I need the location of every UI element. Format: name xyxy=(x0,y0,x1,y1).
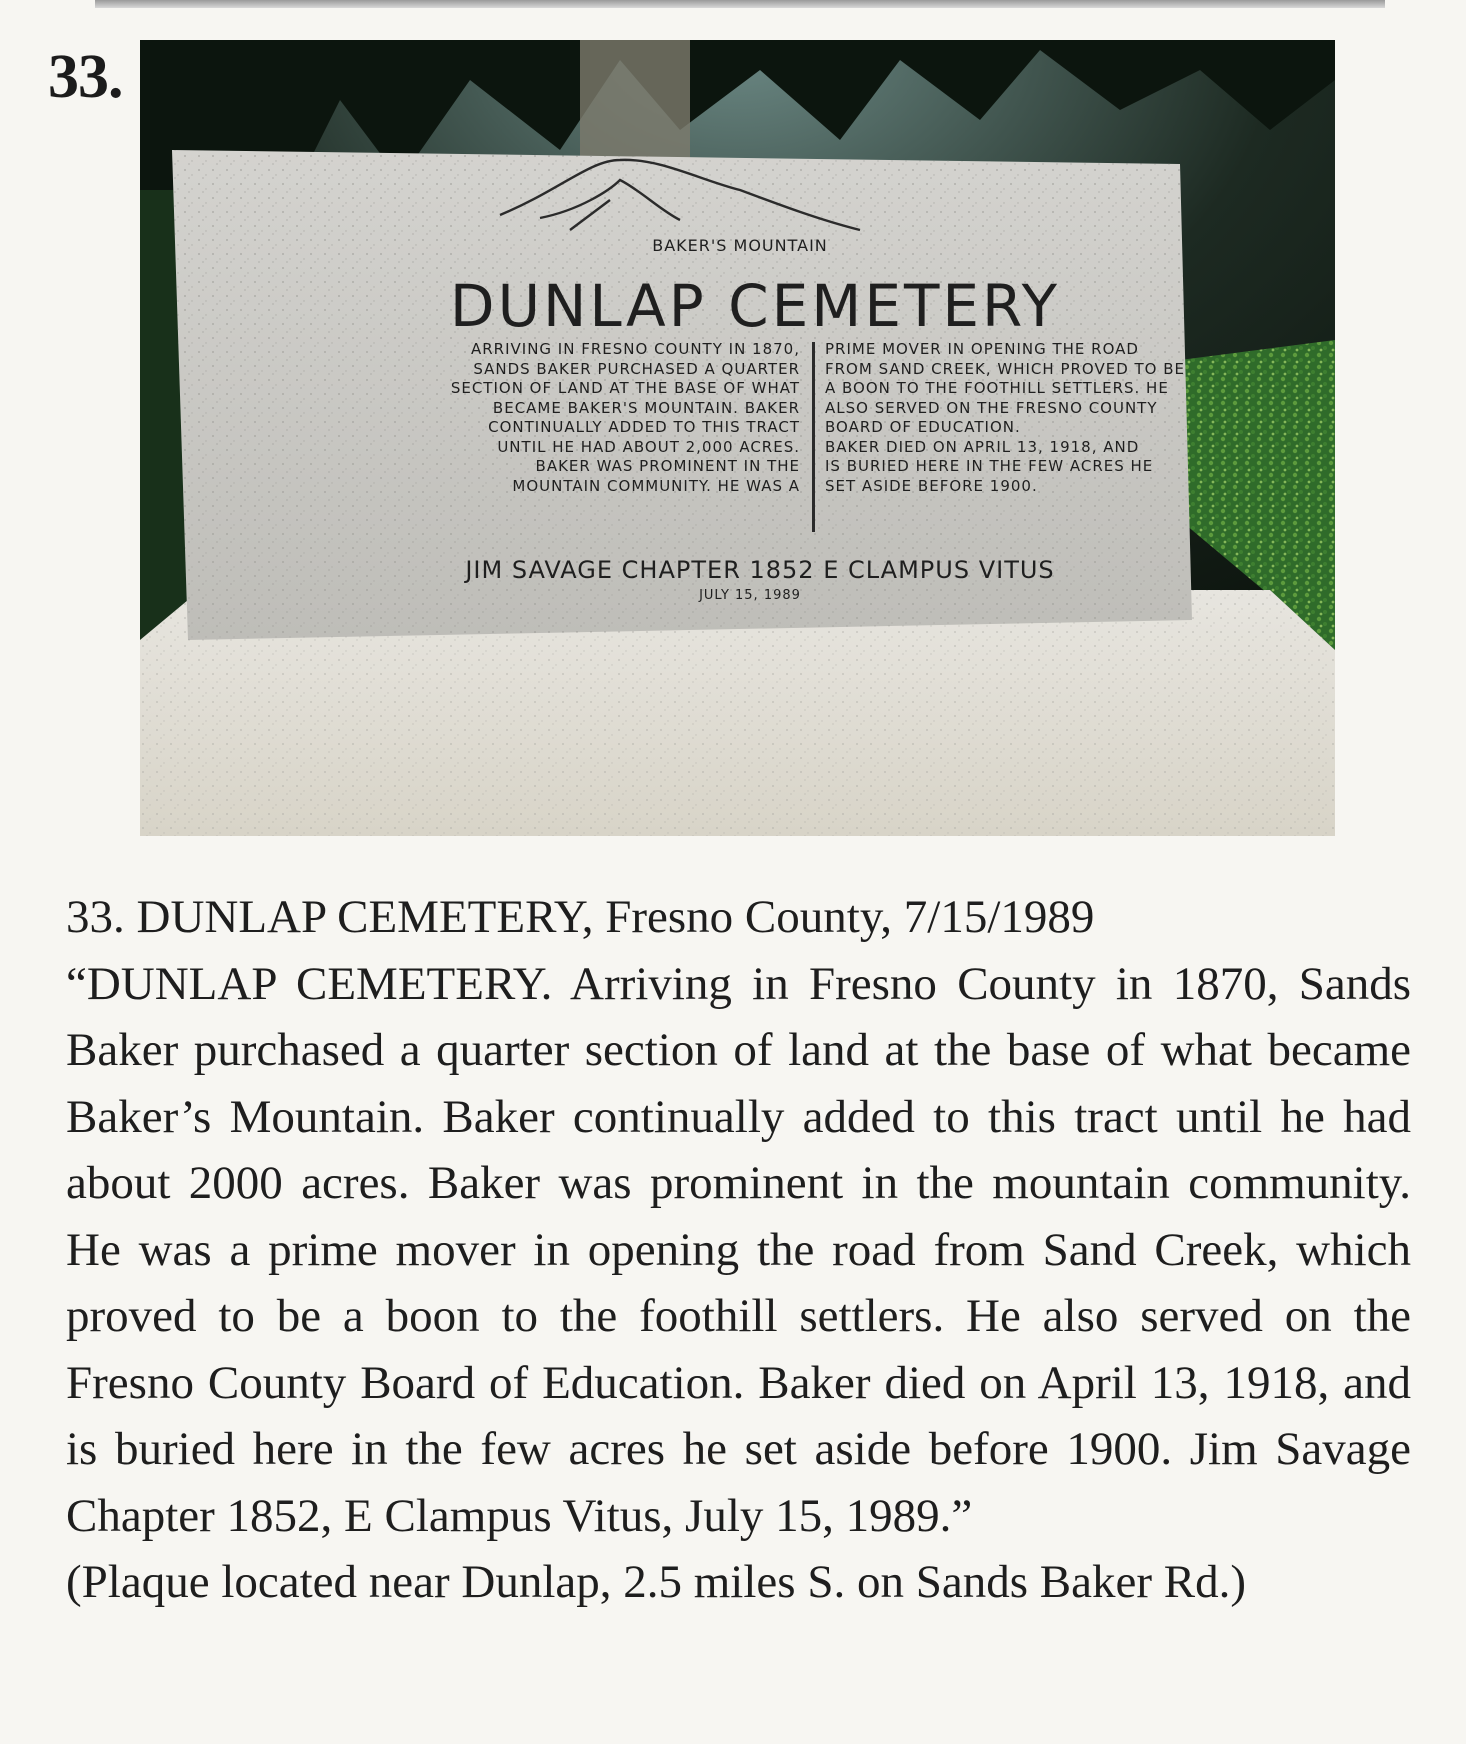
plaque-inscription xyxy=(140,40,1335,836)
caption xyxy=(66,884,1411,1616)
plaque-line: FROM SAND CREEK, WHICH PROVED TO BE xyxy=(825,359,1186,378)
plaque-logo-label: BAKER'S MOUNTAIN xyxy=(652,236,828,255)
plaque-line: ALSO SERVED ON THE FRESNO COUNTY xyxy=(825,398,1158,417)
plaque-line: MOUNTAIN COMMUNITY. HE WAS A xyxy=(512,476,800,495)
plaque-line: PRIME MOVER IN OPENING THE ROAD xyxy=(825,340,1139,358)
plaque-left-column xyxy=(210,340,800,496)
plaque-footer: JIM SAVAGE CHAPTER 1852 E CLAMPUS VITUS xyxy=(465,556,1055,584)
plaque-line: SECTION OF LAND AT THE BASE OF WHAT xyxy=(450,379,800,397)
plaque-title: DUNLAP CEMETERY xyxy=(449,272,1061,340)
plaque-line: IS BURIED HERE IN THE FEW ACRES HE xyxy=(825,457,1154,475)
caption-heading: 33. DUNLAP CEMETERY, Fresno County, 7/15/1989 xyxy=(66,891,1095,943)
plaque-column-divider xyxy=(812,342,815,532)
plaque-line: ARRIVING IN FRESNO COUNTY IN 1870, xyxy=(470,340,800,358)
plaque-line: A BOON TO THE FOOTHILL SETTLERS. HE xyxy=(825,379,1169,397)
plaque-line: BOARD OF EDUCATION. xyxy=(825,418,1021,436)
caption-location: (Plaque located near Dunlap, 2.5 miles S. on Sands Baker Rd.) xyxy=(66,1556,1246,1608)
plaque-right-column xyxy=(825,340,1295,496)
plaque-line: SET ASIDE BEFORE 1900. xyxy=(825,476,1038,495)
plaque-line: BECAME BAKER'S MOUNTAIN. BAKER xyxy=(492,398,800,417)
plaque-line: CONTINUALLY ADDED TO THIS TRACT xyxy=(488,418,800,436)
entry-number: 33. xyxy=(48,43,123,111)
plaque-line: SANDS BAKER PURCHASED A QUARTER xyxy=(473,359,800,378)
top-rule xyxy=(95,0,1385,8)
plaque-line: UNTIL HE HAD ABOUT 2,000 ACRES. xyxy=(497,437,800,456)
caption-body: “DUNLAP CEMETERY. Arriving in Fresno County in 1870, Sands Baker purchased a quarter section of land at the base of what became Baker’s Mountain. Baker continually added to this tract until he had about 2000 acres. Baker was prominent in the mountain community. He was a prime mover in opening the road from Sand Creek, which proved to be a boon to the foothill settlers. He also served on the Fresno County Board of Education. Baker died on April 13, 1918, and is buried here in the few acres he set aside before 1900. Jim Savage Chapter 1852, E Clampus Vitus, July 15, 1989.” xyxy=(66,957,1411,1542)
plaque-line: BAKER WAS PROMINENT IN THE xyxy=(535,457,800,475)
cemetery-plaque-photo xyxy=(140,40,1335,836)
plaque-line: BAKER DIED ON APRIL 13, 1918, AND xyxy=(825,437,1140,456)
plaque-date: JULY 15, 1989 xyxy=(699,588,801,603)
